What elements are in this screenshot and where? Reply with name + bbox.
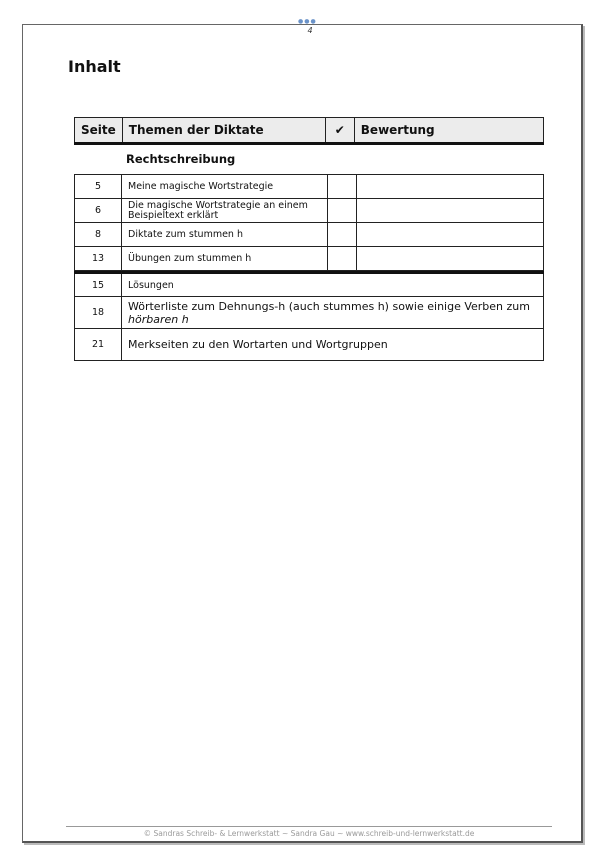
row-topic: Übungen zum stummen h: [122, 247, 328, 271]
row-check-cell[interactable]: [328, 247, 357, 271]
row-check-cell[interactable]: [328, 199, 357, 223]
table-row: [75, 199, 544, 223]
page-frame: [22, 24, 583, 843]
row-topic-text: Wörterliste zum Dehnungs-h (auch stummes h) sowie einige Verben zum: [128, 299, 530, 313]
toc-extra-rows: [74, 271, 544, 361]
row-page: 8: [75, 223, 122, 247]
row-topic: [122, 297, 544, 329]
page-title: Inhalt: [68, 57, 121, 76]
row-page: 21: [75, 329, 122, 361]
header-topics: Themen der Diktate: [122, 118, 325, 144]
row-check-cell[interactable]: [328, 175, 357, 199]
row-rating-cell[interactable]: [357, 199, 544, 223]
row-rating-cell[interactable]: [357, 247, 544, 271]
toc-header: [74, 117, 544, 145]
header-check: ✔: [325, 118, 354, 144]
toc-section-rows: [74, 174, 544, 271]
table-row: [75, 329, 544, 361]
section-title: Rechtschreibung: [126, 152, 236, 166]
row-page: 15: [75, 273, 122, 297]
row-topic: Die magische Wortstrategie an einem Beispieltext erklärt: [122, 199, 328, 223]
table-row: [75, 273, 544, 297]
table-row: [75, 247, 544, 271]
row-topic: Lösungen: [122, 273, 544, 297]
row-rating-cell[interactable]: [357, 223, 544, 247]
row-topic-italic: hörbaren h: [128, 312, 189, 326]
page-marker-dots: ●●●: [298, 18, 317, 25]
row-rating-cell[interactable]: [357, 175, 544, 199]
row-check-cell[interactable]: [328, 223, 357, 247]
page-number: 4: [307, 26, 313, 35]
row-topic: Meine magische Wortstrategie: [122, 175, 328, 199]
row-page: 5: [75, 175, 122, 199]
footer-text: © Sandras Schreib- & Lernwerkstatt ~ Sandra Gau ~ www.schreib-und-lernwerkstatt.de: [143, 829, 475, 838]
row-page: 18: [75, 297, 122, 329]
row-topic: Merkseiten zu den Wortarten und Wortgruppen: [122, 329, 544, 361]
header-page: Seite: [75, 118, 123, 144]
row-page: 6: [75, 199, 122, 223]
table-row: [75, 175, 544, 199]
table-row: [75, 297, 544, 329]
row-page: 13: [75, 247, 122, 271]
table-row: [75, 223, 544, 247]
footer-divider: [66, 826, 552, 827]
header-rating: Bewertung: [354, 118, 543, 144]
row-topic: Diktate zum stummen h: [122, 223, 328, 247]
